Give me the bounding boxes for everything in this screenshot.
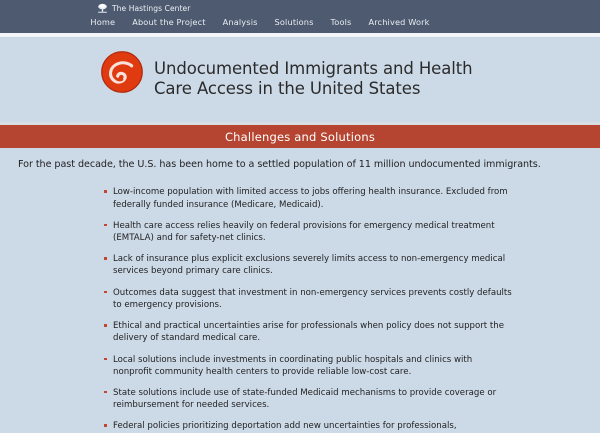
list-item: Lack of insurance plus explicit exclusions severely limits access to non-emergency medical services beyond primary care clinics. xyxy=(104,253,513,277)
section-bar xyxy=(0,122,600,148)
list-item: Local solutions include investments in coordinating public hospitals and clinics with nonprofit community health centers to provide reliable low-cost care. xyxy=(104,354,513,378)
nav-item-analysis[interactable]: Analysis xyxy=(222,17,258,27)
nav-item-home[interactable]: Home xyxy=(90,17,116,27)
list-item: Federal policies prioritizing deportation add new uncertainties for professionals, xyxy=(104,420,513,432)
site-logo-text: The Hastings Center xyxy=(112,4,191,13)
list-item: Low-income population with limited access to jobs offering health insurance. Excluded from federally funded insurance (Medicare, Medicaid). xyxy=(104,186,513,210)
red-spiral-circle-icon xyxy=(100,50,144,94)
nav-item-archived-work[interactable]: Archived Work xyxy=(368,17,430,27)
section-heading: Challenges and Solutions xyxy=(224,129,376,144)
site-header xyxy=(0,0,600,33)
main-content xyxy=(0,148,600,433)
list-item: Ethical and practical uncertainties arise for professionals when policy does not support the delivery of standard medical care. xyxy=(104,320,513,344)
nav-item-about-the-project[interactable]: About the Project xyxy=(132,17,206,27)
list-item: State solutions include use of state-funded Medicaid mechanisms to provide coverage or reimbursement for needed services. xyxy=(104,387,513,411)
page-title: Undocumented Immigrants and Health Care Access in the United States xyxy=(154,59,473,98)
hero-banner xyxy=(0,38,600,122)
list-item: Health care access relies heavily on federal provisions for emergency medical treatment (EMTALA) and for safety-net clinics. xyxy=(104,220,513,244)
intro-paragraph: For the past decade, the U.S. has been home to a settled population of 11 million undocumented immigrants. xyxy=(18,159,541,170)
nav-item-solutions[interactable]: Solutions xyxy=(274,17,314,27)
main-navigation xyxy=(0,17,600,27)
nav-item-tools[interactable]: Tools xyxy=(330,17,352,27)
tree-icon xyxy=(96,2,109,15)
bullet-list xyxy=(18,186,582,432)
site-logo[interactable] xyxy=(96,1,190,16)
list-item: Outcomes data suggest that investment in non-emergency services prevents costly defaults to emergency provisions. xyxy=(104,287,513,311)
